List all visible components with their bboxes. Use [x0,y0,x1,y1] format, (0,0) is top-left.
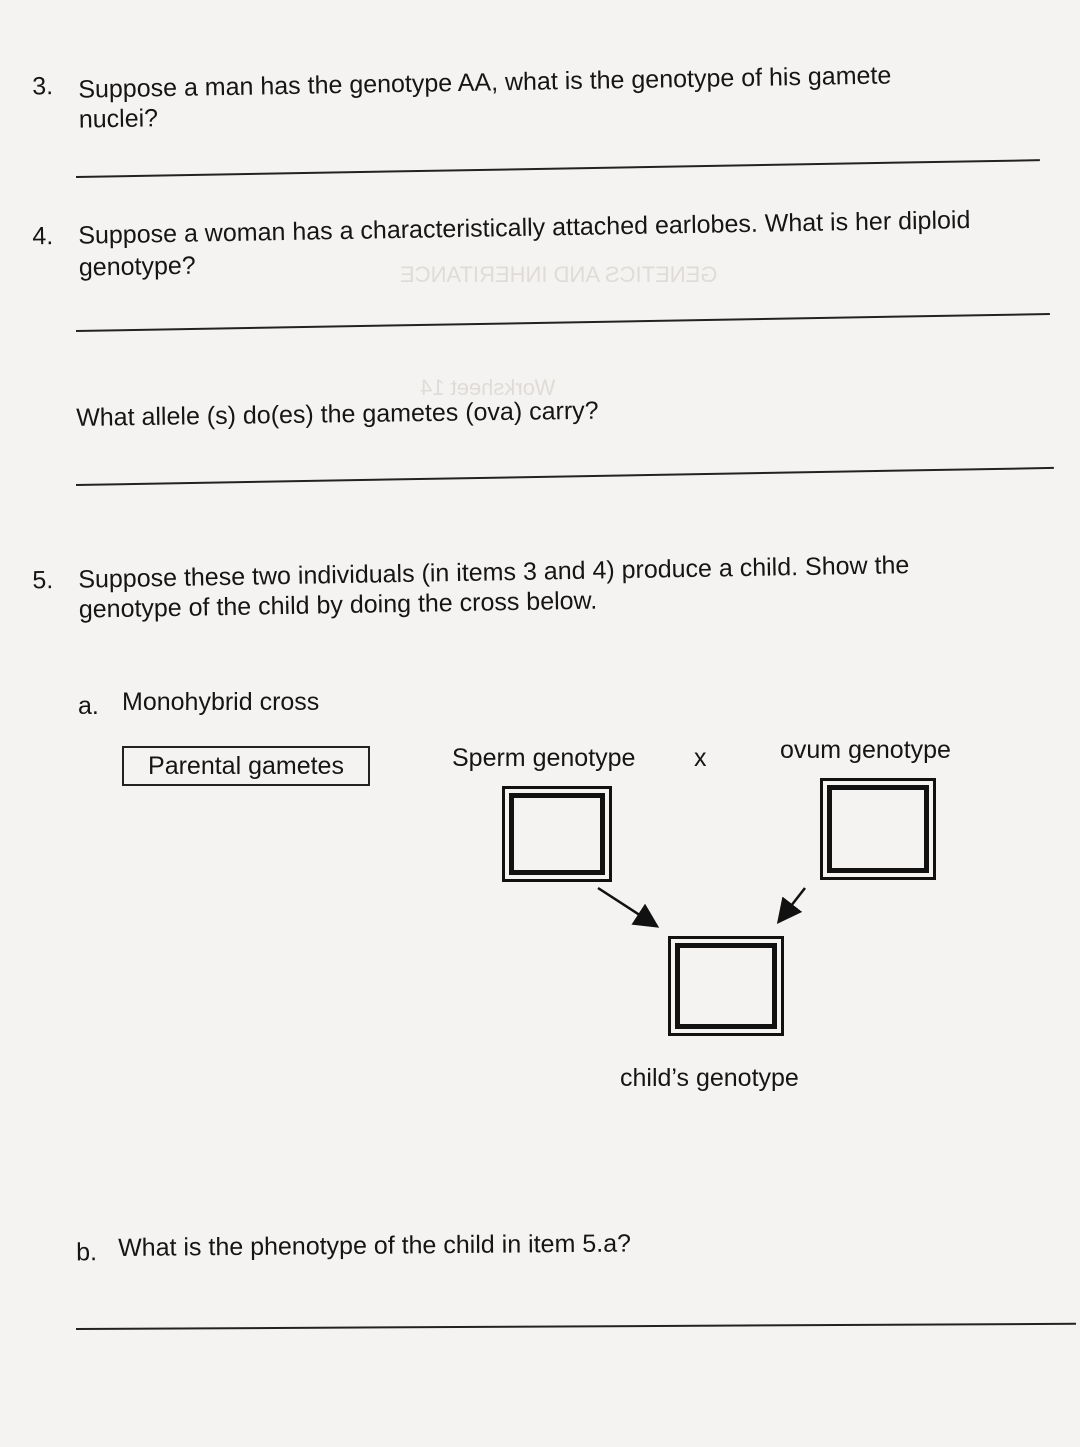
question-text: genotype? [78,251,196,282]
box-inner-frame [675,943,777,1029]
question-text: What allele (s) do(es) the gametes (ova) carry? [76,396,599,432]
bleed-through-text: Worksheet 14 [420,375,556,400]
answer-line-q4-alleles[interactable] [76,467,1054,486]
question-5 [0,543,1080,632]
parental-gametes-label: Parental gametes [122,746,370,786]
question-4-followup [0,389,1080,440]
part-b [0,1223,1080,1268]
question-text: nuclei? [78,104,159,134]
ovum-genotype-label: ovum genotype [780,736,951,764]
part-a-title: Monohybrid cross [122,688,320,716]
cross-symbol: x [694,744,707,772]
box-inner-frame [827,785,929,873]
question-text: Suppose a man has the genotype AA, what is the genotype of his gamete [78,61,892,104]
answer-line-q3[interactable] [76,159,1040,178]
answer-line-q4-genotype[interactable] [76,313,1050,332]
answer-line-part-b[interactable] [76,1323,1076,1330]
sperm-arrow [598,888,655,925]
ovum-arrow [780,888,805,920]
question-4 [0,199,1080,288]
question-number: 4. [32,222,54,251]
sperm-genotype-label: Sperm genotype [452,744,636,772]
question-number: 3. [32,72,54,101]
child-genotype-label: child’s genotype [620,1064,799,1092]
part-b-letter: b. [76,1238,98,1267]
box-inner-frame [509,793,605,875]
part-a-letter: a. [78,692,99,720]
question-text: Suppose a woman has a characteristically attached earlobes. What is her diploid [78,206,971,250]
question-3 [0,53,1080,142]
bleed-through-text: GENETICS AND INHERITANCE [400,262,718,287]
question-text: genotype of the child by doing the cross below. [78,586,598,624]
ovum-genotype-box[interactable] [820,778,936,880]
sperm-genotype-box[interactable] [502,786,612,882]
part-b-text: What is the phenotype of the child in item 5.a? [118,1229,632,1262]
child-genotype-box[interactable] [668,936,784,1036]
question-number: 5. [32,566,54,595]
question-text: Suppose these two individuals (in items 3 and 4) produce a child. Show the [78,551,910,594]
